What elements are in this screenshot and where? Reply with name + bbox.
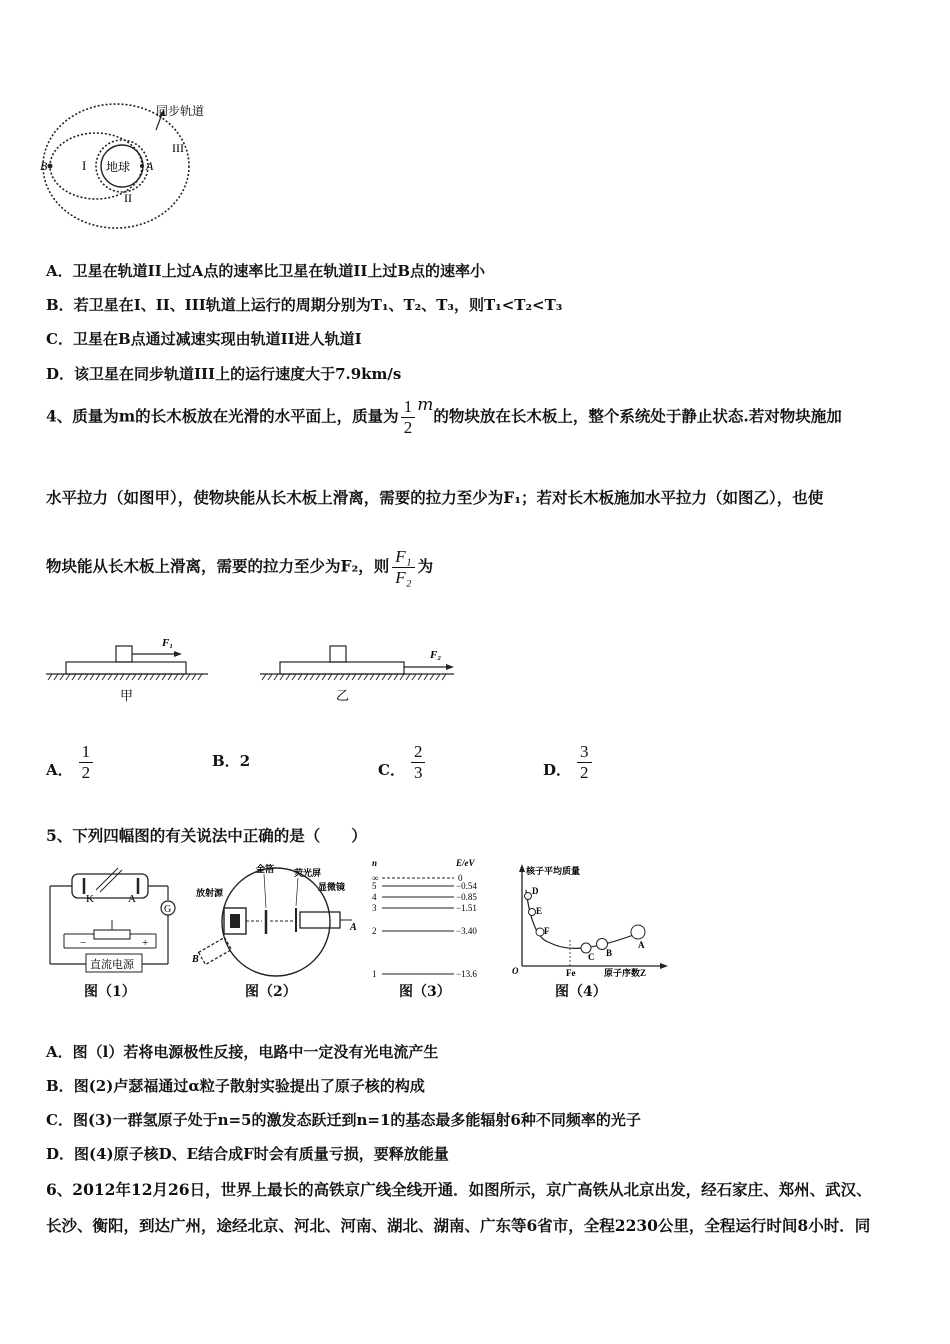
board-figure-jia bbox=[44, 632, 214, 702]
svg-text:−: − bbox=[80, 937, 87, 949]
q3-option-d: D．该卫星在同步轨道III上的运行速度大于7.9km/s bbox=[46, 365, 402, 383]
fig4-caption: 图（4） bbox=[555, 984, 607, 1000]
q4-option-a: A． $\frac{1}{2}$ bbox=[46, 742, 93, 783]
label-I: I bbox=[82, 158, 87, 173]
q3-option-b: B．若卫星在I、II、III轨道上运行的周期分别为T₁、T₂、T₃，则T₁<T₂<T₃ bbox=[46, 296, 563, 314]
svg-text:F: F bbox=[544, 926, 550, 936]
q5-option-c: C．图(3)一群氢原子处于n=5的激发态跃迁到n=1的基态最多能辐射6种不同频率的光子 bbox=[46, 1111, 641, 1129]
svg-text:−0.54: −0.54 bbox=[456, 881, 477, 891]
board-figure-yi bbox=[258, 632, 458, 702]
q4-line2: 水平拉力（如图甲），使物块能从长木板上滑离，需要的拉力至少为F₁；若对长木板施加水平拉力（如图乙），也使 bbox=[46, 488, 824, 507]
label-III: III bbox=[172, 141, 184, 155]
svg-text:+: + bbox=[142, 937, 149, 949]
svg-text:B: B bbox=[606, 948, 613, 958]
fig1-circuit bbox=[44, 862, 184, 978]
fig3-energy-levels bbox=[368, 856, 498, 980]
label-II: II bbox=[124, 191, 132, 205]
fig2-caption: 图（2） bbox=[245, 984, 297, 1000]
svg-text:A: A bbox=[128, 893, 136, 905]
svg-text:∞: ∞ bbox=[372, 873, 379, 883]
point-A bbox=[140, 164, 144, 168]
svg-text:−3.40: −3.40 bbox=[456, 926, 477, 936]
svg-text:A: A bbox=[350, 922, 357, 933]
q5-stem: 5、下列四幅图的有关说法中正确的是（ ） bbox=[46, 826, 367, 845]
q5-option-d: D．图(4)原子核D、E结合成F时会有质量亏损，要释放能量 bbox=[46, 1145, 449, 1163]
q4-ratio-fraction: $\frac{\text{F₁}}{\text{F₂}}$ bbox=[392, 547, 414, 588]
svg-text:显微镜: 显微镜 bbox=[318, 882, 346, 892]
caption-jia: 甲 bbox=[120, 688, 134, 702]
svg-text:−1.51: −1.51 bbox=[456, 903, 477, 913]
svg-text:放射源: 放射源 bbox=[196, 888, 224, 898]
svg-text:Fe: Fe bbox=[566, 968, 576, 978]
svg-text:B: B bbox=[192, 954, 199, 965]
svg-text:0: 0 bbox=[458, 873, 463, 883]
fig3-caption: 图（3） bbox=[399, 984, 451, 1000]
point-B bbox=[48, 164, 53, 169]
svg-text:n: n bbox=[372, 858, 378, 868]
q3-option-a: A．卫星在轨道II上过A点的速率比卫星在轨道II上过B点的速率小 bbox=[46, 262, 486, 280]
svg-text:核子平均质量: 核子平均质量 bbox=[526, 866, 581, 876]
fig2-scattering bbox=[190, 858, 360, 978]
svg-text:2: 2 bbox=[372, 926, 377, 936]
q6-line2: 长沙、衡阳，到达广州，途经北京、河北、河南、湖北、湖南、广东等6省市，全程2230公里，全程运行时间8小时．同 bbox=[46, 1216, 871, 1235]
svg-text:原子序数Z: 原子序数Z bbox=[604, 968, 647, 978]
label-F1: F₁ bbox=[162, 637, 174, 649]
svg-text:金箔: 金箔 bbox=[256, 864, 275, 874]
q4-option-b: B．2 bbox=[212, 752, 251, 770]
svg-text:5: 5 bbox=[372, 881, 377, 891]
svg-text:G: G bbox=[164, 904, 172, 915]
q4-option-c: C． $\frac{2}{3}$ bbox=[378, 742, 425, 783]
label-B: B bbox=[40, 159, 48, 173]
svg-text:−0.85: −0.85 bbox=[456, 892, 477, 902]
svg-text:E: E bbox=[536, 906, 543, 916]
svg-text:O: O bbox=[512, 966, 519, 976]
sync-orbit-label: 同步轨道 bbox=[156, 104, 205, 118]
label-F2: F₂ bbox=[430, 649, 442, 661]
caption-yi: 乙 bbox=[336, 688, 350, 702]
svg-text:1: 1 bbox=[372, 969, 377, 979]
q5-option-b: B．图(2)卢瑟福通过α粒子散射实验提出了原子核的构成 bbox=[46, 1077, 425, 1095]
earth-label: 地球 bbox=[106, 160, 131, 174]
label-A: A bbox=[146, 159, 154, 173]
svg-text:C: C bbox=[588, 952, 595, 962]
svg-text:−13.6: −13.6 bbox=[456, 969, 477, 979]
svg-text:A: A bbox=[638, 940, 645, 950]
q4-mass-fraction: $\frac{1}{2}$ bbox=[401, 397, 416, 438]
q4-line3: 物块能从长木板上滑离，需要的拉力至少为F₂，则 $\frac{\text{F₁}}{\text{F₂}}$ 为 bbox=[46, 547, 434, 587]
q4-line1: 4、质量为m的长木板放在光滑的水平面上，质量为 $\frac{1}{2}$ m的物块放在长木板上，整个系统处于静止状态.若对物块施加 bbox=[46, 394, 842, 437]
q6-line1: 6、2012年12月26日，世界上最长的高铁京广线全线开通．如图所示，京广高铁从北京出发，经石家庄、郑州、武汉、 bbox=[46, 1180, 872, 1199]
svg-text:荧光屏: 荧光屏 bbox=[294, 868, 322, 878]
svg-text:直流电源: 直流电源 bbox=[90, 959, 134, 971]
q4-option-d: D． $\frac{3}{2}$ bbox=[543, 742, 592, 783]
svg-text:K: K bbox=[86, 893, 94, 905]
svg-text:D: D bbox=[532, 886, 539, 896]
fig1-caption: 图（1） bbox=[84, 984, 136, 1000]
svg-text:3: 3 bbox=[372, 903, 377, 913]
orbit-figure bbox=[38, 98, 228, 232]
svg-text:E/eV: E/eV bbox=[456, 858, 475, 868]
q5-option-a: A．图（l）若将电源极性反接，电路中一定没有光电流产生 bbox=[46, 1043, 439, 1061]
svg-text:4: 4 bbox=[372, 892, 377, 902]
fig4-binding-curve bbox=[508, 862, 668, 980]
q3-option-c: C．卫星在B点通过减速实现由轨道II进人轨道I bbox=[46, 330, 362, 348]
